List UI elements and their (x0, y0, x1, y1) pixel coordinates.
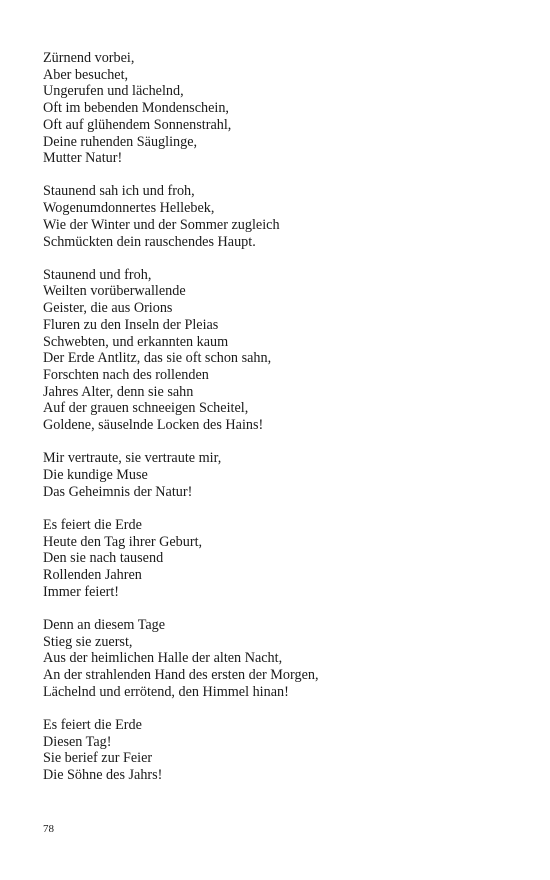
poem-line: Denn an diesem Tage (43, 616, 166, 633)
page-number: 78 (43, 823, 54, 835)
stanza-7 (43, 717, 523, 784)
poem-line: Fluren zu den Inseln der Pleias (43, 316, 219, 333)
poem-line: Weilten vorüberwallende (43, 283, 186, 300)
poem-line: Wogenumdonnertes Hellebek, (43, 200, 215, 217)
poem-line: An der strahlenden Hand des ersten der Morgen, (43, 667, 319, 683)
poem-line: Staunend sah ich und froh, (43, 183, 195, 200)
poem-line: Immer feiert! (43, 583, 120, 600)
poem-line: Der Erde Antlitz, das sie oft schon sahn, (43, 350, 272, 367)
poem-line: Mir vertraute, sie vertraute mir, (43, 450, 222, 467)
stanza-4 (43, 450, 523, 500)
poem-line: Schmückten dein rauschendes Haupt. (43, 233, 256, 250)
poem-line: Goldene, säuselnde Locken des Hains! (43, 417, 264, 434)
stanza-3 (43, 267, 523, 434)
poem-line: Ungerufen und lächelnd, (43, 83, 184, 100)
stanza-6 (43, 617, 523, 701)
poem-line: Geister, die aus Orions (43, 300, 173, 317)
poem-line: Das Geheimnis der Natur! (43, 483, 193, 500)
poem-line: Diesen Tag! (43, 733, 112, 750)
poem-line: Jahres Alter, denn sie sahn (43, 383, 194, 400)
poem-line: Die Söhne des Jahrs! (43, 767, 163, 784)
poem-line: Lächelnd und errötend, den Himmel hinan! (43, 683, 289, 700)
poem-line: Stieg sie zuerst, (43, 633, 133, 650)
poem-line: Mutter Natur! (43, 150, 123, 167)
poem-line: Den sie nach tausend (43, 550, 164, 567)
poem-line: Aus der heimlichen Halle der alten Nacht, (43, 650, 283, 667)
poem-text (43, 50, 523, 800)
poem-line: Sie berief zur Feier (43, 750, 153, 767)
poem-line: Es feiert die Erde (43, 716, 142, 733)
poem-line: Staunend und froh, (43, 266, 152, 283)
poem-line: Die kundige Muse (43, 466, 148, 483)
stanza-2 (43, 183, 523, 250)
poem-line: Oft auf glühendem Sonnenstrahl, (43, 116, 232, 133)
poem-line: Oft im bebenden Mondenschein, (43, 100, 229, 117)
poem-line: Schwebten, und erkannten kaum (43, 333, 229, 350)
poem-line: Es feiert die Erde (43, 516, 142, 533)
poem-line: Rollenden Jahren (43, 566, 142, 583)
poem-line: Wie der Winter und der Sommer zugleich (43, 216, 280, 233)
poem-line: Auf der grauen schneeigen Scheitel, (43, 400, 249, 417)
poem-line: Forschten nach des rollenden (43, 366, 209, 383)
poem-line: Zürnend vorbei, (43, 50, 135, 66)
poem-line: Heute den Tag ihrer Geburt, (43, 533, 203, 550)
stanza-1 (43, 50, 523, 167)
poem-line: Aber besuchet, (43, 66, 129, 83)
stanza-5 (43, 517, 523, 601)
poem-line: Deine ruhenden Säuglinge, (43, 133, 198, 150)
